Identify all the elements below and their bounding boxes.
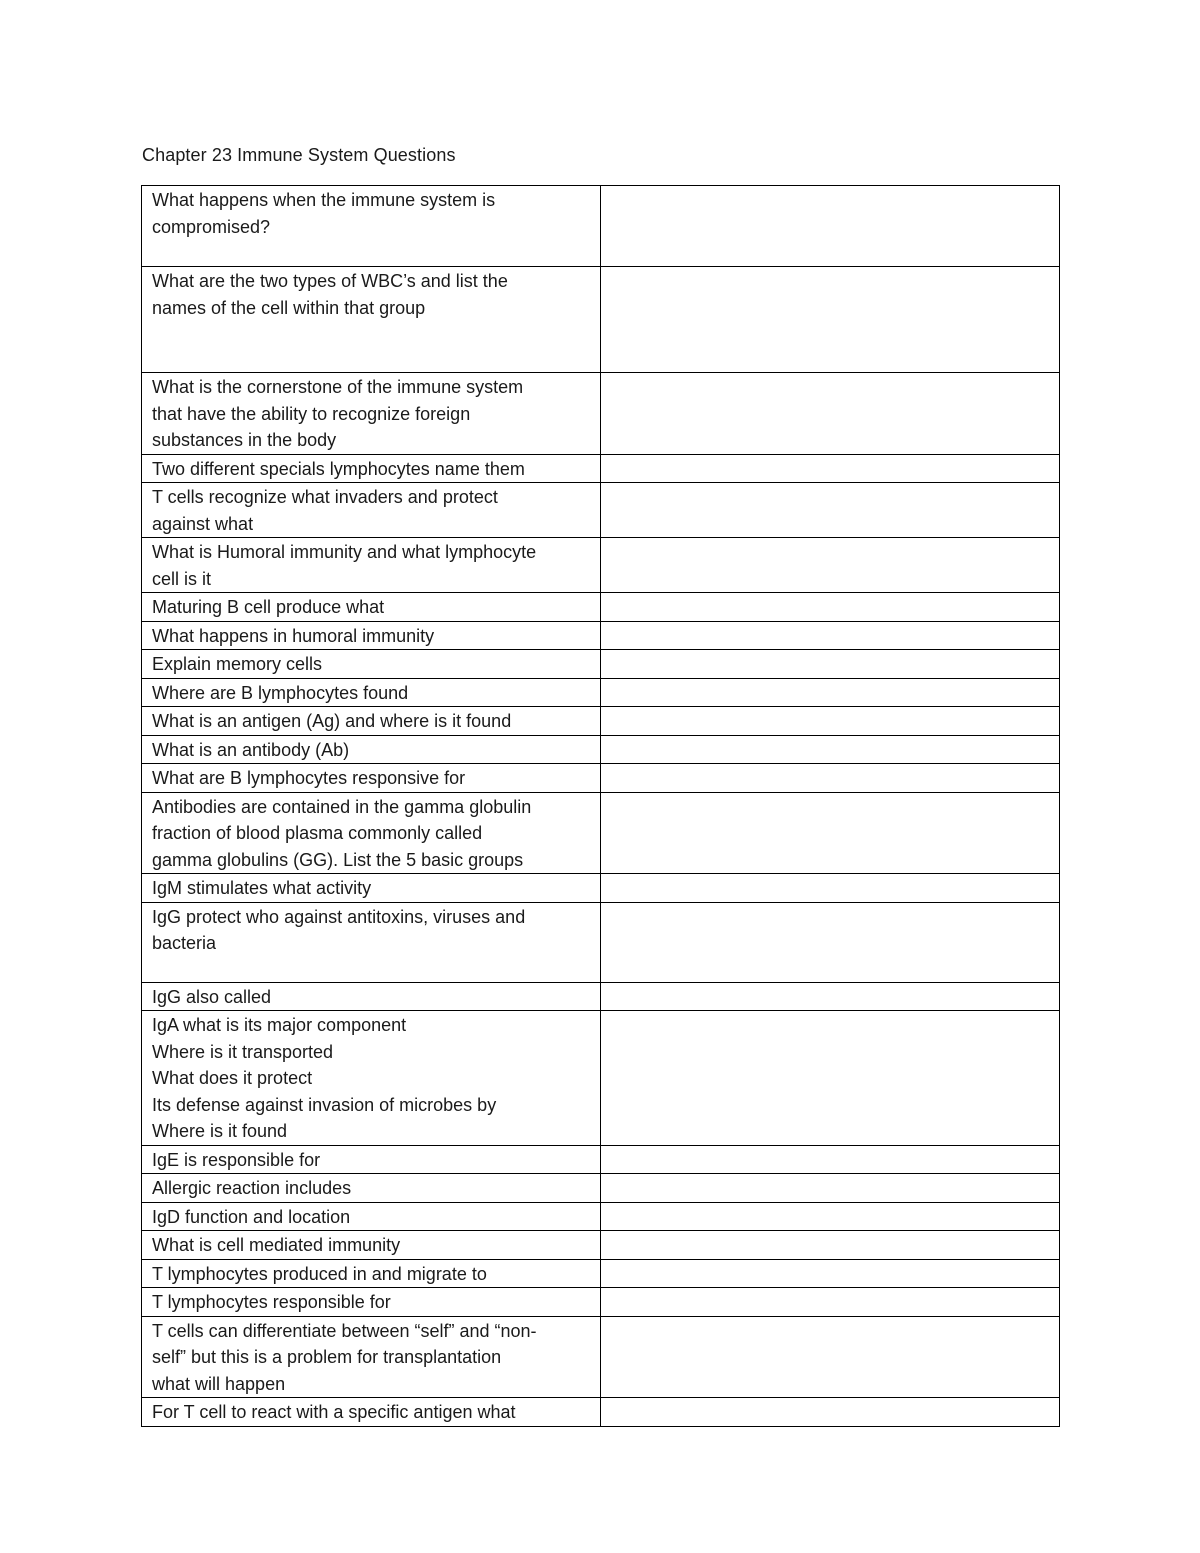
question-text-line: cell is it — [152, 568, 212, 589]
question-cell — [142, 735, 601, 764]
question-text-line: what will happen — [152, 1373, 286, 1394]
answer-cell[interactable] — [601, 735, 1060, 764]
question-text-line: Its defense against invasion of microbes by — [152, 1094, 497, 1115]
question-cell — [142, 1231, 601, 1260]
table-row — [142, 1259, 1060, 1288]
question-cell — [142, 373, 601, 455]
question-text-line: gamma globulins (GG). List the 5 basic groups — [152, 849, 524, 870]
question-text-line: IgG also called — [152, 986, 272, 1007]
question-text-line: What is an antibody (Ab) — [152, 739, 350, 760]
question-text-line: What happens in humoral immunity — [152, 625, 435, 646]
question-text-line: What is an antigen (Ag) and where is it found — [152, 711, 512, 731]
question-text-line: against what — [152, 513, 254, 534]
question-text-line: What does it protect — [152, 1068, 313, 1088]
answer-cell[interactable] — [601, 1231, 1060, 1260]
question-text-line: IgG protect who against antitoxins, viruses and — [152, 906, 526, 927]
question-text-line: Explain memory cells — [152, 654, 323, 674]
answer-cell[interactable] — [601, 1174, 1060, 1203]
question-cell — [142, 1259, 601, 1288]
question-cell — [142, 707, 601, 736]
question-text-line: T lymphocytes produced in and migrate to — [152, 1263, 487, 1284]
table-row — [142, 1145, 1060, 1174]
table-row — [142, 1316, 1060, 1398]
question-text-line: T cells recognize what invaders and protect — [152, 487, 498, 507]
question-text-line: What is Humoral immunity and what lymphocyte — [152, 542, 537, 562]
question-text-line: For T cell to react with a specific antigen what — [152, 1402, 516, 1422]
question-text-line: Maturing B cell produce what — [152, 597, 385, 617]
question-cell — [142, 1316, 601, 1398]
question-text-line: IgD function and location — [152, 1206, 351, 1227]
question-text-line: Where is it transported — [152, 1041, 334, 1062]
answer-cell[interactable] — [601, 982, 1060, 1011]
question-text-line: Allergic reaction includes — [152, 1178, 352, 1198]
question-text-line: self” but this is a problem for transplantation — [152, 1347, 502, 1367]
question-text-line: T cells can differentiate between “self” and “non- — [152, 1320, 537, 1341]
question-text-line: names of the cell within that group — [152, 297, 426, 318]
question-cell — [142, 1011, 601, 1146]
question-cell — [142, 1202, 601, 1231]
question-text-line: substances in the body — [152, 430, 337, 450]
question-text-line: What is cell mediated immunity — [152, 1235, 401, 1255]
table-row — [142, 982, 1060, 1011]
question-cell — [142, 792, 601, 874]
table-row — [142, 186, 1060, 267]
table-row — [142, 650, 1060, 679]
question-cell — [142, 454, 601, 483]
question-cell — [142, 982, 601, 1011]
answer-cell[interactable] — [601, 1316, 1060, 1398]
question-cell — [142, 678, 601, 707]
table-row — [142, 735, 1060, 764]
question-cell — [142, 186, 601, 267]
question-cell — [142, 621, 601, 650]
question-text-line: Antibodies are contained in the gamma globulin — [152, 796, 532, 817]
page-title: Chapter 23 Immune System Questions — [142, 145, 456, 165]
question-text-line: IgE is responsible for — [152, 1149, 321, 1170]
question-text-line: that have the ability to recognize foreign — [152, 403, 471, 424]
answer-cell[interactable] — [601, 678, 1060, 707]
answer-cell[interactable] — [601, 707, 1060, 736]
answer-cell[interactable] — [601, 267, 1060, 373]
questions-table — [141, 185, 1060, 1427]
answer-cell[interactable] — [601, 454, 1060, 483]
question-cell — [142, 1145, 601, 1174]
question-text-line: compromised? — [152, 216, 271, 237]
table-row — [142, 1231, 1060, 1260]
question-cell — [142, 538, 601, 593]
table-row — [142, 1288, 1060, 1317]
question-text-line: What are B lymphocytes responsive for — [152, 768, 466, 788]
answer-cell[interactable] — [601, 483, 1060, 538]
question-text-line: IgM stimulates what activity — [152, 878, 372, 898]
answer-cell[interactable] — [601, 650, 1060, 679]
answer-cell[interactable] — [601, 1288, 1060, 1317]
answer-cell[interactable] — [601, 538, 1060, 593]
table-row — [142, 593, 1060, 622]
answer-cell[interactable] — [601, 1145, 1060, 1174]
table-row — [142, 792, 1060, 874]
question-text-line: What is the cornerstone of the immune system — [152, 377, 524, 397]
question-text-line: bacteria — [152, 933, 217, 953]
answer-cell[interactable] — [601, 1398, 1060, 1427]
table-row — [142, 483, 1060, 538]
table-row — [142, 1202, 1060, 1231]
question-text-line: fraction of blood plasma commonly called — [152, 823, 483, 843]
table-row — [142, 874, 1060, 903]
table-row — [142, 621, 1060, 650]
answer-cell[interactable] — [601, 792, 1060, 874]
table-row — [142, 678, 1060, 707]
question-cell — [142, 593, 601, 622]
table-row — [142, 707, 1060, 736]
question-text-line: Two different specials lymphocytes name them — [152, 458, 525, 479]
question-cell — [142, 902, 601, 982]
answer-cell[interactable] — [601, 186, 1060, 267]
question-text-line: IgA what is its major component — [152, 1015, 407, 1035]
answer-cell[interactable] — [601, 902, 1060, 982]
answer-cell[interactable] — [601, 373, 1060, 455]
table-row — [142, 538, 1060, 593]
question-cell — [142, 764, 601, 793]
questions-table-body — [142, 186, 1060, 1427]
question-cell — [142, 874, 601, 903]
table-row — [142, 1011, 1060, 1146]
question-text-line: What happens when the immune system is — [152, 190, 496, 210]
answer-cell[interactable] — [601, 1259, 1060, 1288]
table-row — [142, 1398, 1060, 1427]
question-cell — [142, 483, 601, 538]
answer-cell[interactable] — [601, 621, 1060, 650]
table-row — [142, 764, 1060, 793]
answer-cell[interactable] — [601, 593, 1060, 622]
question-cell — [142, 650, 601, 679]
question-text-line: Where are B lymphocytes found — [152, 682, 409, 703]
question-text-line: What are the two types of WBC’s and list the — [152, 271, 508, 291]
question-cell — [142, 1288, 601, 1317]
question-text-line: Where is it found — [152, 1121, 288, 1141]
question-cell — [142, 1398, 601, 1427]
table-row — [142, 1174, 1060, 1203]
question-cell — [142, 267, 601, 373]
answer-cell[interactable] — [601, 874, 1060, 903]
answer-cell[interactable] — [601, 764, 1060, 793]
table-row — [142, 902, 1060, 982]
answer-cell[interactable] — [601, 1011, 1060, 1146]
answer-cell[interactable] — [601, 1202, 1060, 1231]
table-row — [142, 373, 1060, 455]
question-cell — [142, 1174, 601, 1203]
table-row — [142, 267, 1060, 373]
table-row — [142, 454, 1060, 483]
question-text-line: T lymphocytes responsible for — [152, 1292, 391, 1312]
